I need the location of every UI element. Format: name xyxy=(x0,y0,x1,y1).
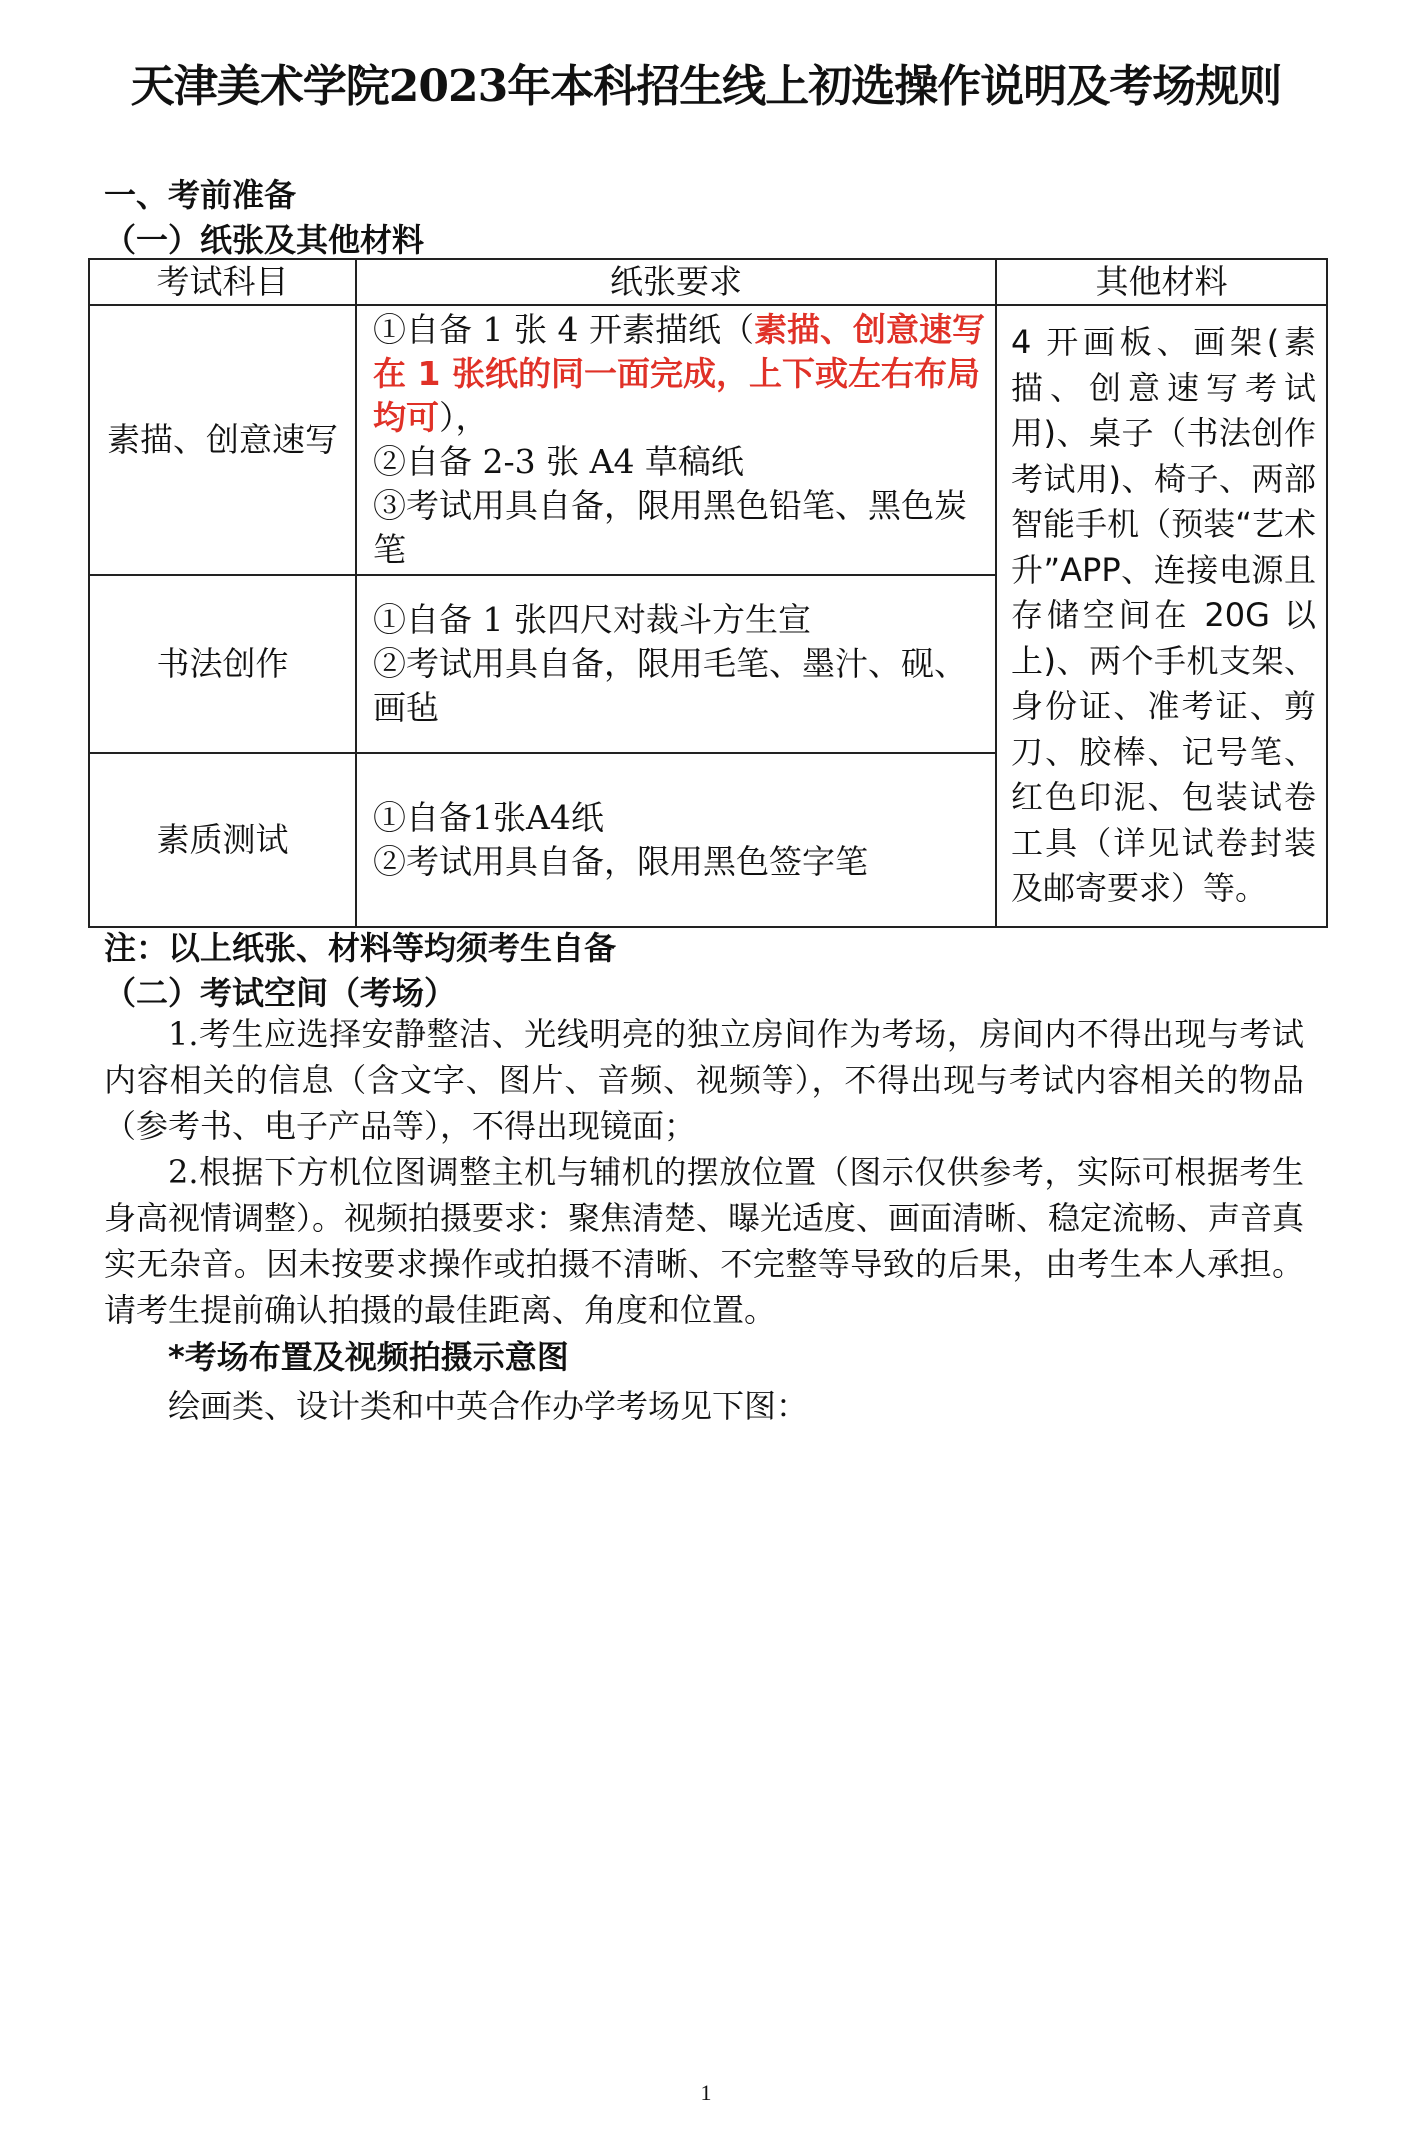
subsection-heading-materials: （一）纸张及其他材料 xyxy=(104,221,425,259)
subject-cell: 书法创作 xyxy=(89,575,356,753)
diagram-heading: *考场布置及视频拍摄示意图 xyxy=(168,1338,569,1376)
header-subject: 考试科目 xyxy=(89,259,356,305)
subsection-heading-exam-space: （二）考试空间（考场） xyxy=(104,974,457,1012)
table-note: 注：以上纸张、材料等均须考生自备 xyxy=(104,929,617,967)
paper-requirement-cell xyxy=(356,575,996,753)
table-header-row xyxy=(89,259,1327,305)
diagram-intro: 绘画类、设计类和中英合作办学考场见下图： xyxy=(168,1387,809,1425)
paragraph-room-requirements: 1.考生应选择安静整洁、光线明亮的独立房间作为考场，房间内不得出现与考试内容相关的信息（含文字、图片、音频、视频等），不得出现与考试内容相关的物品（参考书、电子产品等），不得出现镜面； xyxy=(104,1015,1304,1145)
page-title: 天津美术学院2023年本科招生线上初选操作说明及考场规则 xyxy=(130,61,1282,112)
requirement-text: ）， xyxy=(439,398,489,437)
table-row xyxy=(89,305,1327,575)
materials-table xyxy=(88,258,1328,928)
requirement-text: ①自备 1 张 4 开素描纸（ xyxy=(373,310,754,349)
paper-requirement-cell xyxy=(356,753,996,927)
requirement-line xyxy=(373,308,987,440)
header-paper: 纸张要求 xyxy=(356,259,996,305)
requirement-line: ②自备 2-3 张 A4 草稿纸 xyxy=(373,442,744,481)
requirement-highlight: 素描、创意速写在 1 张纸的同一面完成，上下或左右布局均可 xyxy=(373,310,985,437)
paragraph-camera-setup: 2.根据下方机位图调整主机与辅机的摆放位置（图示仅供参考，实际可根据考生身高视情调整）。视频拍摄要求：聚焦清楚、曝光适度、画面清晰、稳定流畅、声音真实无杂音。因未按要求操作或拍摄不清晰、不完整等导致的后果，由考生本人承担。请考生提前确认拍摄的最佳距离、角度和位置。 xyxy=(104,1153,1305,1329)
page-number: 1 xyxy=(700,2080,712,2105)
subject-cell: 素描、创意速写 xyxy=(89,305,356,575)
requirement-line: ①自备 1 张四尺对裁斗方生宣 xyxy=(373,600,811,639)
subject-cell: 素质测试 xyxy=(89,753,356,927)
requirement-line: ①自备1张A4纸 xyxy=(373,798,604,837)
other-materials-cell: 4 开画板、画架(素描、创意速写考试用)、桌子（书法创作考试用)、椅子、两部智能手机（预装“艺术升”APP、连接电源且存储空间在 20G 以上)、两个手机支架、身份证、准考证、剪刀、胶棒、记号笔、红色印泥、包装试卷工具（详见试卷封装及邮寄要求）等。 xyxy=(996,305,1327,927)
requirement-line: ③考试用具自备，限用黑色铅笔、黑色炭笔 xyxy=(373,486,967,569)
requirement-line: ②考试用具自备，限用毛笔、墨汁、砚、画毡 xyxy=(373,644,967,727)
header-other: 其他材料 xyxy=(996,259,1327,305)
section-heading-preparation: 一、考前准备 xyxy=(104,176,297,214)
paper-requirement-cell xyxy=(356,305,996,575)
requirement-line: ②考试用具自备，限用黑色签字笔 xyxy=(373,842,868,881)
